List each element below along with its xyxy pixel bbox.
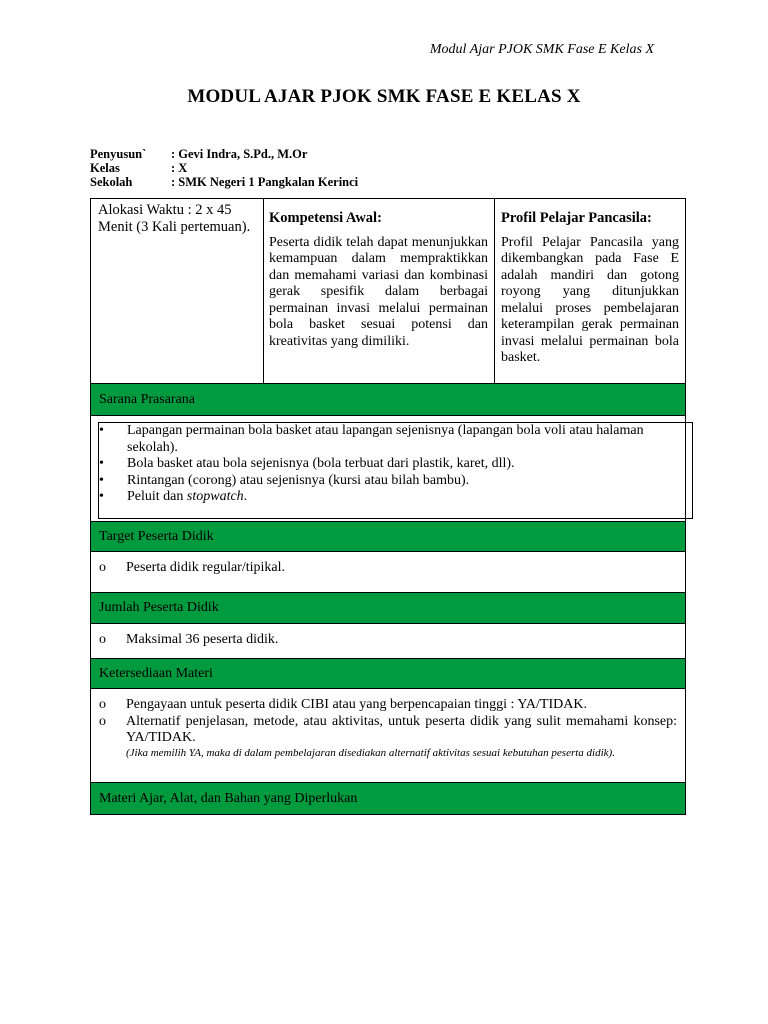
jumlah-box <box>90 624 686 659</box>
section-heading: Jumlah Peserta Didik <box>99 600 219 615</box>
section-heading: Materi Ajar, Alat, dan Bahan yang Diperlukan <box>99 790 358 806</box>
bullet-marker: • <box>99 456 104 471</box>
sarana-list-frame <box>98 422 693 519</box>
stopwatch-text: stopwatch <box>186 489 244 504</box>
sarana-box <box>90 416 686 522</box>
jumlah-list <box>91 632 685 649</box>
meta-value: : SMK Negeri 1 Pangkalan Kerinci <box>171 175 359 189</box>
meta-row-kelas <box>90 161 358 175</box>
list-item: • Lapangan permainan bola basket atau lapangan sejenisnya (lapangan bola voli atau halaman sekolah). <box>99 423 644 455</box>
target-list <box>91 560 685 577</box>
list-item: o Maksimal 36 peserta didik. <box>99 632 279 647</box>
section-header-materi <box>90 783 686 815</box>
ketersediaan-box <box>90 689 686 783</box>
bullet-marker: • <box>99 472 104 488</box>
section-header-target <box>90 522 686 552</box>
list-item: o Peserta didik regular/tipikal. <box>99 560 286 575</box>
alokasi-cell <box>91 199 264 383</box>
bullet-marker: o <box>99 632 106 647</box>
alokasi-text: Alokasi Waktu : 2 x 45 Menit (3 Kali pertemuan). <box>98 202 251 235</box>
list-item: • Peluit dan stopwatch. <box>99 489 248 504</box>
kompetensi-text: Peserta didik telah dapat menunjukkan kemampuan dalam mempraktikkan dan memahami variasi dan kombinasi gerak spesifik dalam berbagai permainan invasi melalui permainan bola basket sesuai potensi dan kreativitas yang dimiliki. <box>269 234 488 349</box>
target-box <box>90 552 686 593</box>
meta-value: : Gevi Indra, S.Pd., M.Or <box>171 147 308 161</box>
kompetensi-cell <box>264 199 495 383</box>
bullet-marker: • <box>99 489 104 504</box>
profil-cell <box>495 199 685 383</box>
overview-row <box>90 198 686 384</box>
ketersediaan-list <box>91 697 685 747</box>
running-header: Modul Ajar PJOK SMK Fase E Kelas X <box>429 42 654 57</box>
author-info <box>90 147 358 189</box>
meta-row-penyusun <box>90 147 358 161</box>
section-heading: Target Peserta Didik <box>99 528 214 544</box>
list-item: o Pengayaan untuk peserta didik CIBI atau yang berpencapaian tinggi : YA/TIDAK. <box>99 697 587 712</box>
kompetensi-heading: Kompetensi Awal: <box>269 210 382 226</box>
bullet-marker: o <box>99 560 106 575</box>
section-header-sarana <box>90 384 686 416</box>
profil-text: Profil Pelajar Pancasila yang dikembangkan pada Fase E adalah mandiri dan gotong royong yang ditunjukkan melalui proses pembelajaran keterampilan gerak permainan invasi melalui permainan bola basket. <box>501 234 679 365</box>
bullet-marker: • <box>99 423 104 438</box>
profil-heading: Profil Pelajar Pancasila: <box>501 210 652 226</box>
list-item: • Rintangan (corong) atau sejenisnya (kursi atau bilah bambu). <box>99 472 470 488</box>
section-heading: Sarana Prasarana <box>99 391 196 407</box>
document-title: MODUL AJAR PJOK SMK FASE E KELAS X <box>187 86 581 107</box>
bullet-marker: o <box>99 697 106 712</box>
list-item: • Bola basket atau bola sejenisnya (bola terbuat dari plastik, karet, dll). <box>99 456 515 471</box>
section-heading: Ketersediaan Materi <box>99 665 213 681</box>
section-header-ketersediaan <box>90 659 686 689</box>
sarana-list <box>99 423 692 506</box>
ketersediaan-note: (Jika memilih YA, maka di dalam pembelajaran disediakan alternatif aktivitas sesuai kebutuhan peserta didik). <box>126 746 615 759</box>
bullet-marker: o <box>99 713 106 729</box>
section-header-jumlah <box>90 593 686 624</box>
meta-row-sekolah <box>90 175 358 189</box>
list-item: o Alternatif penjelasan, metode, atau aktivitas, untuk peserta didik yang sulit memahami konsep: YA/TIDAK. <box>99 713 677 745</box>
meta-value: : X <box>171 161 188 175</box>
module-table <box>90 198 686 815</box>
meta-label: Sekolah <box>90 175 133 189</box>
meta-label: Kelas <box>90 161 120 175</box>
meta-label: Penyusun` <box>90 147 147 161</box>
